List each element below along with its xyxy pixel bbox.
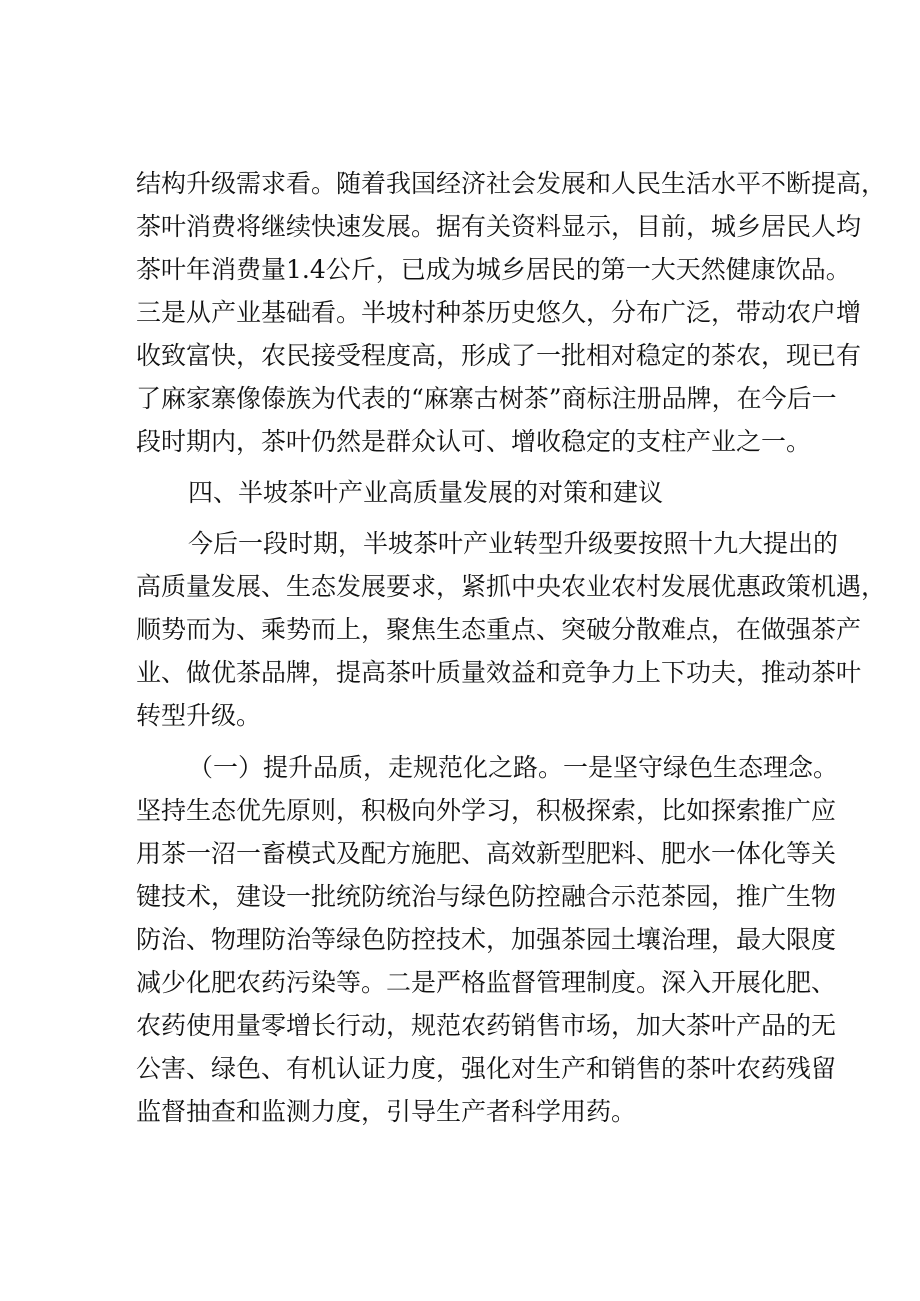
text-line: 段时期内，茶叶仍然是群众认可、增收稳定的支柱产业之一。 (136, 427, 812, 456)
text-line: 键技术，建设一批统防统治与绿色防控融合示范茶园，推广生物 (136, 882, 837, 911)
text-line: 转型升级。 (136, 701, 262, 730)
text-line: 减少化肥农药污染等。二是严格监督管理制度。深入开展化肥、 (136, 968, 837, 997)
section-heading: 四、半坡茶叶产业高质量发展的对策和建议 (188, 478, 664, 507)
text-line: 业、做优茶品牌，提高茶叶质量效益和竞争力上下功夫，推动茶叶 (136, 658, 862, 687)
text-line: 坚持生态优先原则，积极向外学习，积极探索，比如探索推广应 (136, 796, 837, 825)
text-line: 防治、物理防治等绿色防控技术，加强茶园土壤治理，最大限度 (136, 925, 837, 954)
text-line: 高质量发展、生态发展要求，紧抓中央农业农村发展优惠政策机遇， (136, 572, 887, 601)
text-line: 三是从产业基础看。半坡村种茶历史悠久，分布广泛，带动农户增 (136, 298, 862, 327)
text-line: 用茶一沼一畜模式及配方施肥、高效新型肥料、肥水一体化等关 (136, 839, 837, 868)
text-line: 公害、绿色、有机认证力度，强化对生产和销售的茶叶农药残留 (136, 1054, 837, 1083)
text-line: 今后一段时期，半坡茶叶产业转型升级要按照十九大提出的 (188, 529, 839, 558)
text-line: （一）提升品质，走规范化之路。一是坚守绿色生态理念。 (188, 753, 839, 782)
text-line: 农药使用量零增长行动，规范农药销售市场，加大茶叶产品的无 (136, 1011, 837, 1040)
text-line: 监督抽查和监测力度，引导生产者科学用药。 (136, 1097, 637, 1126)
text-line: 茶叶年消费量1.4公斤，已成为城乡居民的第一大天然健康饮品。 (136, 255, 851, 284)
text-line: 了麻家寨像傣族为代表的“麻寨古树茶”商标注册品牌，在今后一 (136, 384, 837, 413)
text-line: 结构升级需求看。随着我国经济社会发展和人民生活水平不断提高， (136, 169, 887, 198)
text-line: 茶叶消费将继续快速发展。据有关资料显示，目前，城乡居民人均 (136, 212, 862, 241)
text-line: 顺势而为、乘势而上，聚焦生态重点、突破分散难点，在做强茶产 (136, 615, 862, 644)
text-line: 收致富快，农民接受程度高，形成了一批相对稳定的茶农，现已有 (136, 341, 862, 370)
